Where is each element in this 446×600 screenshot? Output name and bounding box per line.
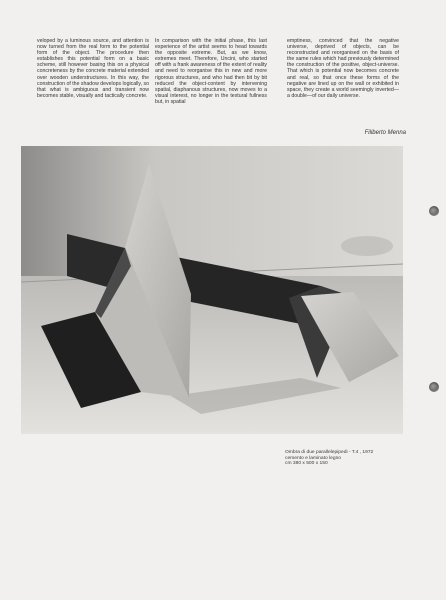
- binder-hole: [429, 382, 439, 392]
- photo-caption: [285, 450, 405, 467]
- binder-hole: [429, 206, 439, 216]
- text-column-3: [287, 38, 399, 99]
- caption-material: cemento e laminato legno: [285, 455, 342, 461]
- caption-dimensions: cm 380 x 500 x 150: [285, 461, 328, 467]
- text-column-2: [155, 38, 267, 105]
- paragraph: emptiness, convinced that the negative universe, deprived of objects, can be reconstructed and reorganised on the basis of the same rules which had previously determined the construction of the positive, object-universe. That which is potential now becomes concrete and real, so that once these forms of the negative are lined up on the wall or exhibited in space, they create a world seemingly inverted—a double—of our daily universe.: [287, 38, 399, 99]
- caption-title: Ombra di due parallelepipedi - T.4 , 1972: [285, 450, 374, 455]
- sculpture-photograph: [21, 146, 403, 434]
- paragraph: veloped by a luminous source, and attention is now turned from the real form to the potential form of the object. The procedure then establishes this potential form on a basic scheme, still however basing this on a physical concreteness by the concrete material extended over wooden understructures. In this way, the construction of the shadow develops logically, so that what is ambiguous and transient now becomes stable, visually and tactically concrete.: [37, 38, 149, 99]
- background-sculpture: [341, 236, 393, 256]
- text-column-1: [37, 38, 149, 99]
- paragraph: In comparison with the initial phase, this last experience of the artist seems to head towards the opposite extreme. But, as we know, extremes meet. Therefore, Uncini, who started off with a frank awareness of the extent of reality and need to reorganise this in new and more rigorous structures, and who had then bit by bit reduced the object-content by intervening spatial, diaphanous structures, now moves to a visual interest, no longer in the textural fullness but, in spatial: [155, 38, 267, 105]
- author-signature: Filiberto Menna: [364, 130, 406, 136]
